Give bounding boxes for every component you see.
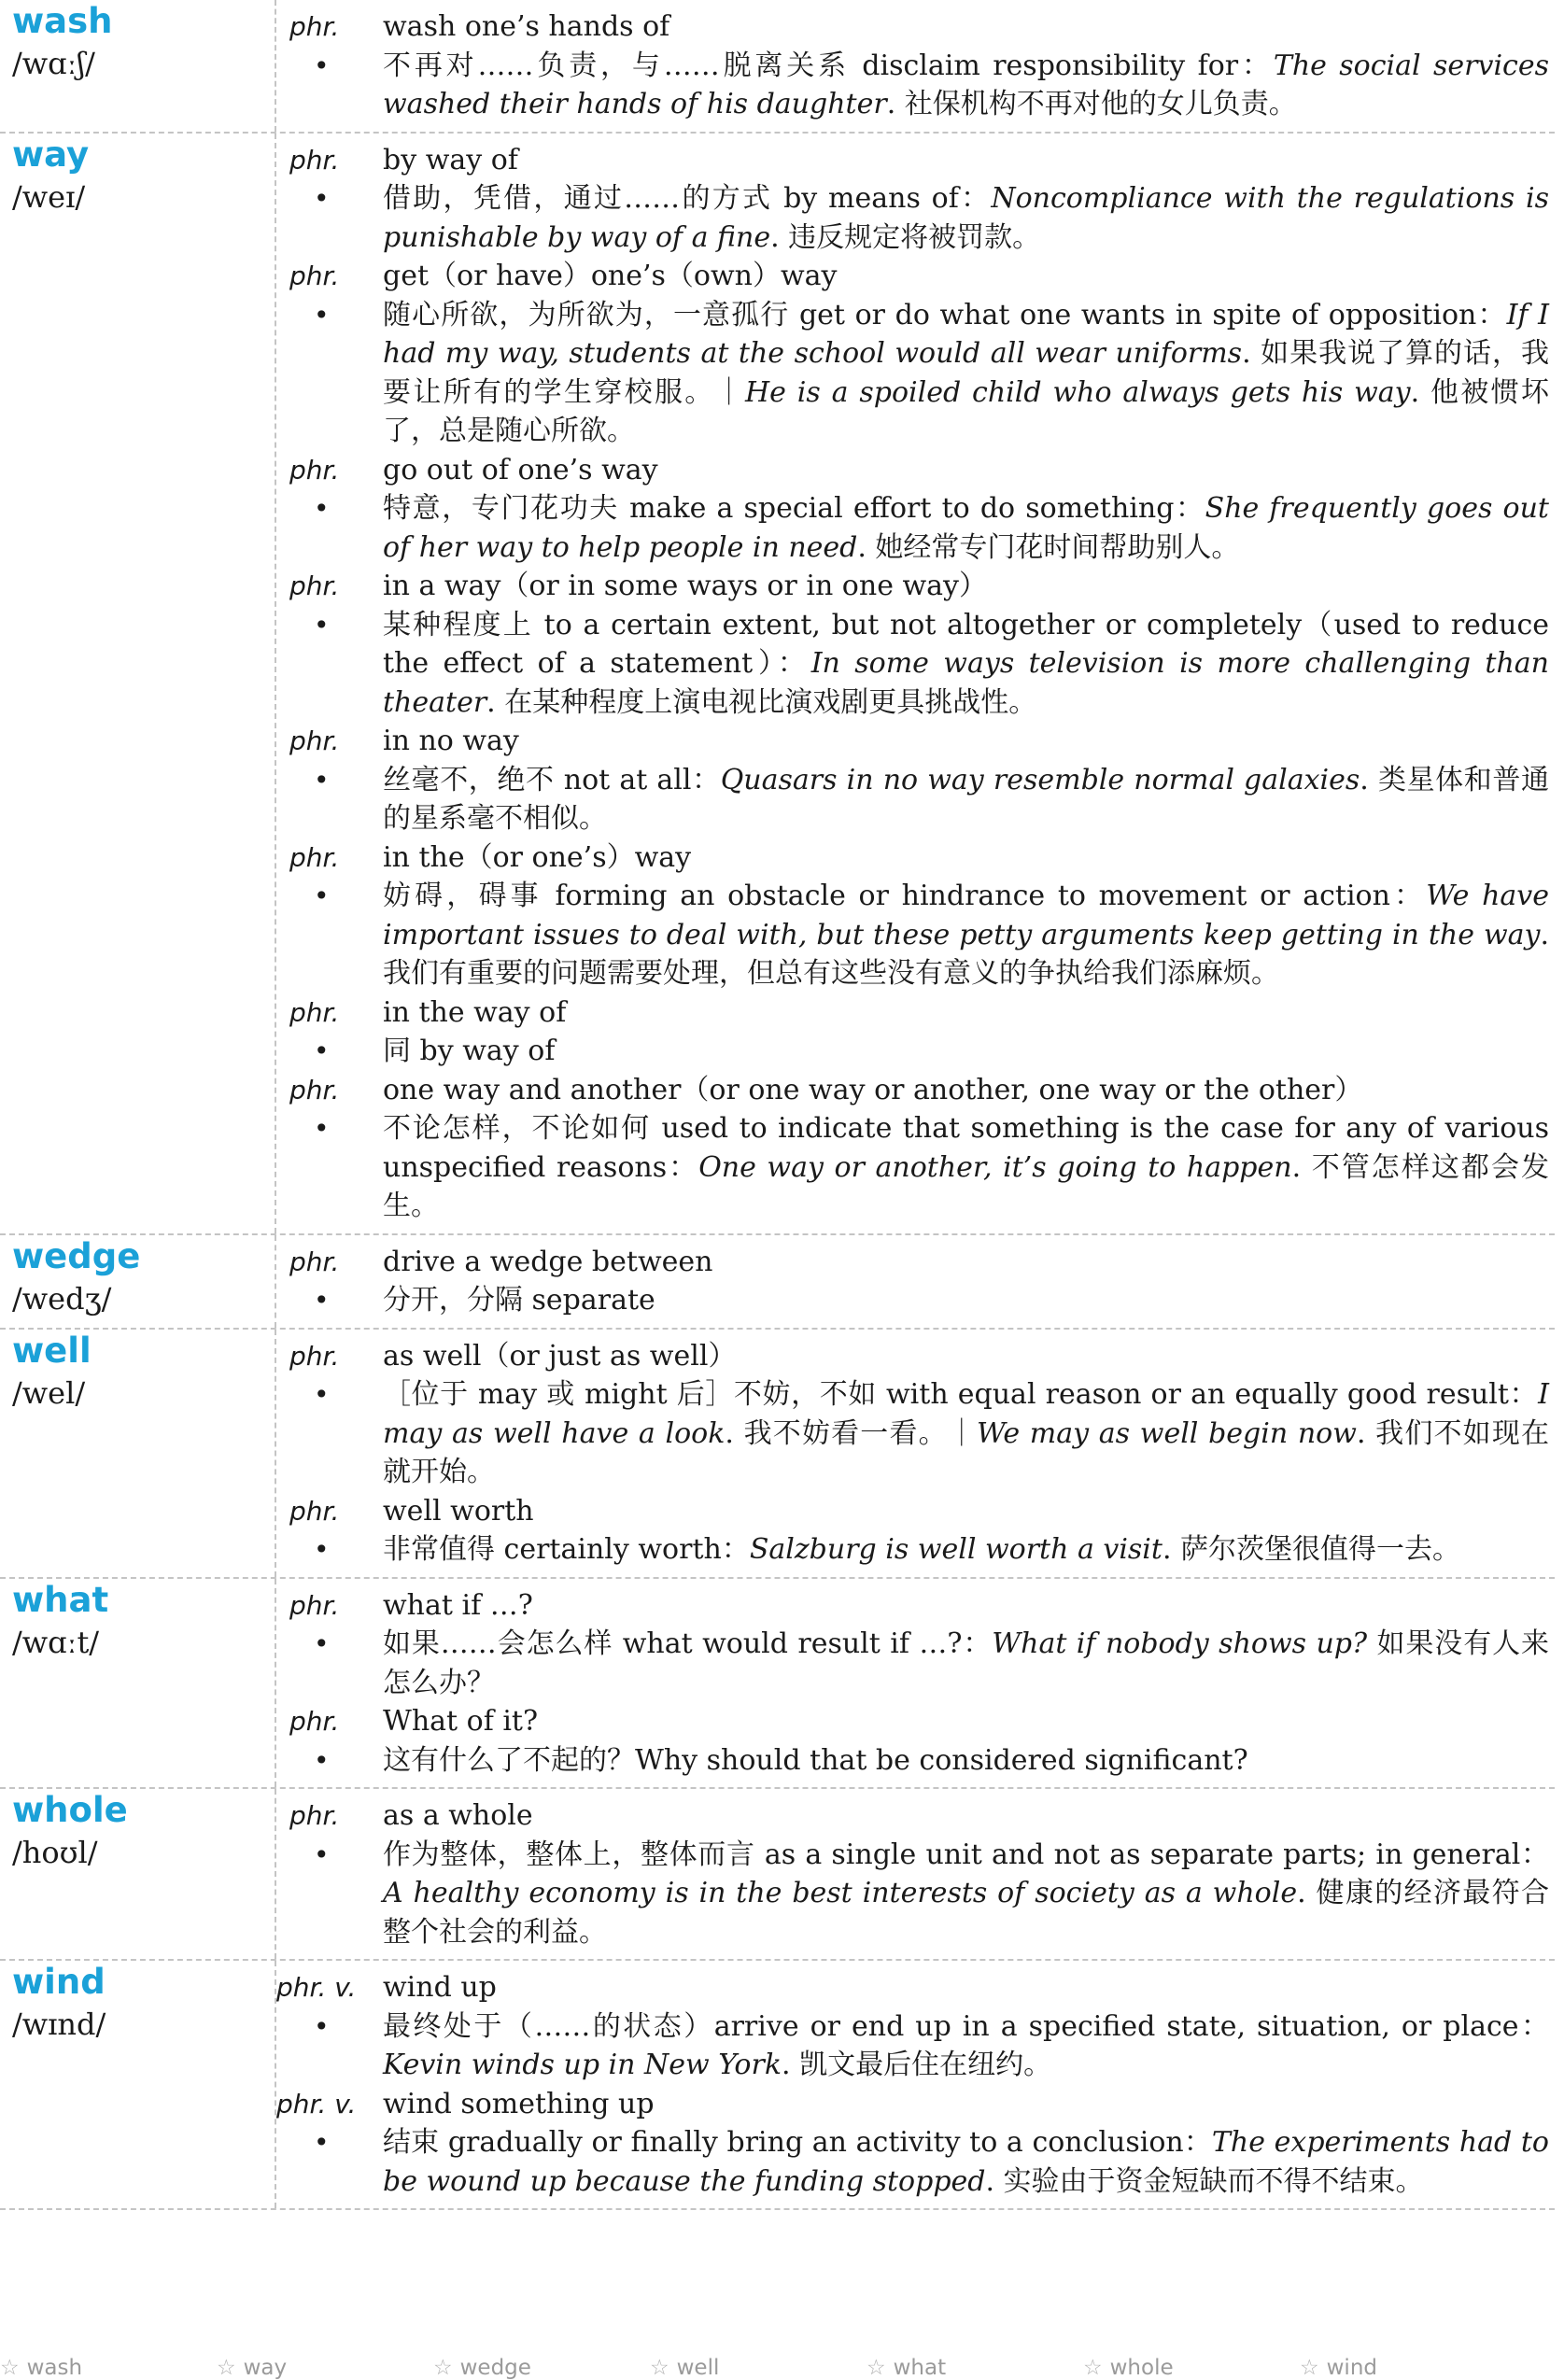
- definition-text: [383, 2007, 1555, 2085]
- entry-head: [0, 1579, 276, 1788]
- phrase-text: in the way of: [383, 995, 567, 1029]
- phrase-tag: phr.: [289, 1706, 340, 1737]
- dictionary-entry: [0, 1330, 1555, 1579]
- definition: 某种程度上 to a certain extent, but not altogether or completely（used to reduce the effect of a statement）：: [383, 608, 1549, 680]
- definition-row: [276, 606, 1555, 723]
- phrase-tag: phr.: [289, 1589, 340, 1621]
- definition-text: [383, 761, 1555, 838]
- phrase-text: wind something up: [383, 2087, 655, 2120]
- dictionary-entry: [0, 1961, 1555, 2210]
- definition-row: [276, 489, 1555, 567]
- example-sentence: Salzburg is well worth a visit: [749, 1533, 1162, 1566]
- phrase-row: [276, 7, 1555, 47]
- example-translation: . 在某种程度上演电视比演戏剧更具挑战性。: [486, 685, 1037, 719]
- phrase-row: [276, 2085, 1555, 2124]
- definition: 不论怎样，不论如何 used to indicate that something is the case for any of various unspecified reasons：: [383, 1112, 1549, 1184]
- entry-head: [0, 0, 276, 132]
- entry-head: [0, 1235, 276, 1328]
- nav-item-well[interactable]: [650, 2356, 719, 2380]
- example-translation: . 社保机构不再对他的女儿负责。: [886, 88, 1297, 120]
- example-translation: . 萨尔茨堡很值得一去。: [1162, 1533, 1461, 1566]
- phrase-text: drive a wedge between: [383, 1245, 713, 1278]
- phrase-tag: phr.: [289, 725, 340, 756]
- phrase-text: in a way（or in some ways or in one way）: [383, 570, 987, 602]
- pronunciation: /wedʒ/: [12, 1280, 112, 1317]
- definition-text: [383, 1281, 1555, 1320]
- definition: 如果……会怎么样 what would result if …?：: [383, 1627, 993, 1660]
- phrase-row: [276, 1702, 1555, 1741]
- example-translation: . 他被惯坏了，总是随心所欲。: [383, 375, 1549, 447]
- bullet-icon: •: [314, 609, 330, 641]
- phrase-row: [276, 838, 1555, 878]
- phrase-row: [276, 722, 1555, 761]
- pronunciation: /wɑːt/: [12, 1624, 100, 1660]
- definition-text: [383, 47, 1555, 124]
- entry-head: [0, 1961, 276, 2208]
- example-sentence: In some ways television is more challenging than theater: [383, 647, 1550, 719]
- entry-body: [276, 134, 1555, 1233]
- nav-item-wedge[interactable]: [433, 2356, 531, 2380]
- definition-row: [276, 1741, 1555, 1781]
- definition-row: [276, 1281, 1555, 1320]
- bullet-icon: •: [314, 2010, 330, 2042]
- definition: 最终处于（……的状态）arrive or end up in a specified state, situation, or place：: [383, 2009, 1549, 2043]
- definition-row: [276, 761, 1555, 838]
- bullet-icon: •: [314, 1628, 330, 1659]
- phrase-text: as well（or just as well）: [383, 1339, 737, 1373]
- bullet-icon: •: [314, 1113, 330, 1144]
- entry-body: [276, 1579, 1555, 1788]
- phrase-tag: phr. v.: [276, 1972, 357, 2003]
- bullet-icon: •: [314, 49, 330, 81]
- bullet-icon: •: [314, 1035, 330, 1066]
- example-translation: . 不管怎样这都会发生。: [383, 1150, 1550, 1222]
- example-translation: 如果没有人来怎么办？: [383, 1627, 1549, 1699]
- entry-head: [0, 134, 276, 1233]
- headword: wind: [12, 1962, 106, 2002]
- example-translation: . 她经常专门花时间帮助别人。: [857, 530, 1240, 564]
- bullet-icon: •: [314, 493, 330, 524]
- nav-label: whole: [1109, 2356, 1174, 2380]
- definition-row: [276, 1375, 1555, 1492]
- definition-text: [383, 179, 1555, 257]
- example-sentence: One way or another, it’s going to happen: [698, 1150, 1292, 1184]
- example-translation: . 我不妨看一看。｜: [725, 1416, 977, 1450]
- phrase-row: [276, 1243, 1555, 1282]
- definition-text: [383, 877, 1555, 993]
- dictionary-entry: [0, 0, 1555, 134]
- definition-text: [383, 1109, 1555, 1226]
- phrase-text: what if …?: [383, 1588, 533, 1622]
- definition-row: [276, 47, 1555, 124]
- definition-text: [383, 296, 1555, 451]
- bullet-icon: •: [314, 299, 330, 331]
- star-icon: ☆: [217, 2356, 236, 2380]
- example-sentence: We may as well begin now: [976, 1416, 1357, 1450]
- phrase-text: wash one’s hands of: [383, 10, 670, 43]
- nav-label: well: [676, 2356, 720, 2380]
- phrase-text: as a whole: [383, 1799, 533, 1832]
- definition-row: [276, 2123, 1555, 2201]
- headword: way: [12, 134, 90, 175]
- definition-text: [383, 1032, 1555, 1071]
- definition-row: [276, 1836, 1555, 1952]
- definition-row: [276, 1530, 1555, 1570]
- bullet-icon: •: [314, 764, 330, 796]
- nav-label: wash: [26, 2356, 83, 2380]
- phrase-text: What of it?: [383, 1705, 539, 1738]
- example-sentence: The social services washed their hands of his daughter: [383, 49, 1549, 120]
- nav-item-wind[interactable]: [1300, 2356, 1377, 2380]
- dictionary-entry: [0, 1579, 1555, 1790]
- phrase-tag: phr.: [289, 11, 340, 42]
- bullet-icon: •: [314, 2127, 330, 2158]
- phrase-tag: phr.: [289, 1800, 340, 1831]
- definition: 特意，专门花功夫 make a special effort to do something：: [383, 492, 1205, 525]
- example-translation: . 凯文最后住在纽约。: [782, 2049, 1052, 2081]
- entry-body: [276, 1789, 1555, 1959]
- example-sentence: We have important issues to deal with, but these petty arguments keep getting in the way: [383, 880, 1549, 951]
- definition-text: [383, 1836, 1555, 1952]
- star-icon: ☆: [1083, 2356, 1103, 2380]
- star-icon: ☆: [0, 2356, 20, 2380]
- example-translation: . 实验由于资金短缺而不得不结束。: [985, 2164, 1424, 2198]
- bullet-icon: •: [314, 1534, 330, 1565]
- phrase-row: [276, 1586, 1555, 1626]
- phrase-text: one way and another（or one way or another, one way or the other）: [383, 1073, 1363, 1106]
- nav-item-wash[interactable]: [0, 2356, 82, 2380]
- definition-text: [383, 489, 1555, 567]
- phrase-tag: phr.: [289, 1246, 340, 1277]
- definition-text: [383, 606, 1555, 723]
- nav-label: wind: [1326, 2356, 1378, 2380]
- entry-body: [276, 1235, 1555, 1328]
- definition: 随心所欲，为所欲为，一意孤行 get or do what one wants in spite of opposition：: [383, 298, 1507, 331]
- headword: whole: [12, 1790, 128, 1830]
- bottom-index-nav: [0, 2352, 1564, 2380]
- example-translation: . 类星体和普通的星系毫不相似。: [383, 763, 1549, 835]
- definition: 妨碍，碍事 forming an obstacle or hindrance to movement or action：: [383, 880, 1427, 912]
- example-sentence: Quasars in no way resemble normal galaxies: [720, 763, 1360, 796]
- phrase-tag: phr.: [289, 1495, 340, 1527]
- phrase-row: [276, 1796, 1555, 1836]
- phrase-tag: phr.: [289, 1340, 340, 1372]
- pronunciation: /wɑːʃ/: [12, 46, 95, 81]
- example-sentence: If I had my way, students at the school would all wear uniforms: [383, 298, 1549, 370]
- phrase-row: [276, 567, 1555, 606]
- entry-body: [276, 1330, 1555, 1577]
- phrase-text: in the（or one’s）way: [383, 840, 692, 874]
- example-sentence: What if nobody shows up?: [992, 1627, 1368, 1660]
- pronunciation: /weɪ/: [12, 178, 86, 215]
- example-sentence: A healthy economy is in the best interests of society as a whole: [383, 1877, 1298, 1909]
- phrase-row: [276, 451, 1555, 490]
- definition: 借助，凭借，通过……的方式 by means of：: [383, 182, 992, 215]
- phrase-row: [276, 1071, 1555, 1110]
- phrase-row: [276, 1337, 1555, 1376]
- bullet-icon: •: [314, 1379, 330, 1410]
- nav-item-way[interactable]: [217, 2356, 287, 2380]
- phrase-tag: phr.: [289, 144, 340, 176]
- pronunciation: /hoʊl/: [12, 1835, 98, 1870]
- definition: 不再对……负责，与……脱离关系 disclaim responsibility for：: [383, 49, 1274, 82]
- entry-body: [276, 1961, 1555, 2208]
- definition-text: [383, 2123, 1555, 2201]
- definition-text: [383, 1741, 1555, 1781]
- nav-item-what[interactable]: [867, 2356, 946, 2380]
- definition-text: [383, 1375, 1555, 1492]
- phrase-tag: phr.: [289, 1074, 340, 1106]
- phrase-tag: phr.: [289, 261, 340, 291]
- dictionary-entry: [0, 1789, 1555, 1961]
- pronunciation: /wɪnd/: [12, 2007, 106, 2042]
- definition-row: [276, 179, 1555, 257]
- phrase-tag: phr.: [289, 996, 340, 1028]
- phrase-row: [276, 257, 1555, 296]
- phrase-row: [276, 1492, 1555, 1531]
- definition-text: [383, 1530, 1555, 1570]
- headword: wash: [12, 1, 113, 41]
- definition-row: [276, 1109, 1555, 1226]
- nav-label: way: [243, 2356, 288, 2380]
- example-translation: . 违反规定将被罚款。: [770, 220, 1041, 254]
- bullet-icon: •: [314, 183, 330, 214]
- example-sentence: Noncompliance with the regulations is punishable by way of a fine: [383, 182, 1549, 254]
- phrase-text: in no way: [383, 725, 519, 757]
- entry-head: [0, 1330, 276, 1577]
- bullet-icon: •: [314, 880, 330, 911]
- entry-body: [276, 0, 1555, 132]
- definition-row: [276, 2007, 1555, 2085]
- definition-row: [276, 877, 1555, 993]
- example-sentence: Kevin winds up in New York: [383, 2049, 782, 2081]
- phrase-text: get（or have）one’s（own）way: [383, 260, 838, 292]
- definition: 丝毫不，绝不 not at all：: [383, 763, 721, 796]
- bullet-icon: •: [314, 1285, 330, 1316]
- definition-row: [276, 1625, 1555, 1702]
- phrase-text: by way of: [383, 143, 518, 176]
- entry-head: [0, 1789, 276, 1959]
- phrase-tag: phr.: [289, 454, 340, 486]
- headword: well: [12, 1330, 92, 1371]
- definition: ［位于 may 或 might 后］不妨，不如 with equal reason or an equally good result：: [383, 1378, 1539, 1411]
- definition: 分开，分隔 separate: [383, 1284, 655, 1317]
- star-icon: ☆: [650, 2356, 669, 2380]
- definition: 同 by way of: [383, 1035, 556, 1067]
- headword: what: [12, 1579, 109, 1620]
- bullet-icon: •: [314, 1838, 330, 1870]
- headword: wedge: [12, 1235, 141, 1276]
- phrase-tag: phr.: [289, 841, 340, 873]
- example-translation: . 我们有重要的问题需要处理，但总有这些没有意义的争执给我们添麻烦。: [383, 918, 1549, 990]
- phrase-tag: phr.: [289, 570, 340, 601]
- definition-row: [276, 1032, 1555, 1071]
- phrase-text: well worth: [383, 1494, 534, 1528]
- pronunciation: /wel/: [12, 1374, 86, 1411]
- phrase-tag: phr. v.: [276, 2088, 357, 2119]
- definition: 作为整体，整体上，整体而言 as a single unit and not as separate parts; in general：: [383, 1838, 1549, 1871]
- definition-row: [276, 296, 1555, 451]
- example-sentence: I may as well have a look: [383, 1378, 1549, 1450]
- nav-item-whole[interactable]: [1083, 2356, 1174, 2380]
- dictionary-entry: [0, 1235, 1555, 1330]
- star-icon: ☆: [1300, 2356, 1319, 2380]
- phrase-text: go out of one’s way: [383, 453, 658, 486]
- bullet-icon: •: [314, 1744, 330, 1776]
- example-sentence: He is a spoiled child who always gets his way: [744, 375, 1411, 409]
- nav-label: what: [893, 2356, 947, 2380]
- example-translation: . 我们不如现在就开始。: [383, 1416, 1549, 1488]
- example-sentence: She frequently goes out of her way to help people in need: [383, 492, 1549, 564]
- example-translation: . 健康的经济最符合整个社会的利益。: [383, 1877, 1549, 1949]
- star-icon: ☆: [433, 2356, 453, 2380]
- phrase-row: [276, 1968, 1555, 2007]
- example-sentence: The experiments had to be wound up because the funding stopped: [383, 2126, 1549, 2198]
- phrase-row: [276, 141, 1555, 180]
- phrase-text: wind up: [383, 1971, 497, 2004]
- dictionary-entry: [0, 134, 1555, 1235]
- definition: 这有什么了不起的？Why should that be considered significant?: [383, 1743, 1248, 1777]
- star-icon: ☆: [867, 2356, 886, 2380]
- definition: 非常值得 certainly worth：: [383, 1533, 750, 1566]
- nav-label: wedge: [459, 2356, 531, 2380]
- definition-text: [383, 1625, 1555, 1702]
- example-translation: . 如果我说了算的话，我要让所有的学生穿校服。｜: [383, 337, 1549, 409]
- phrase-row: [276, 993, 1555, 1033]
- definition: 结束 gradually or finally bring an activity to a conclusion：: [383, 2126, 1212, 2159]
